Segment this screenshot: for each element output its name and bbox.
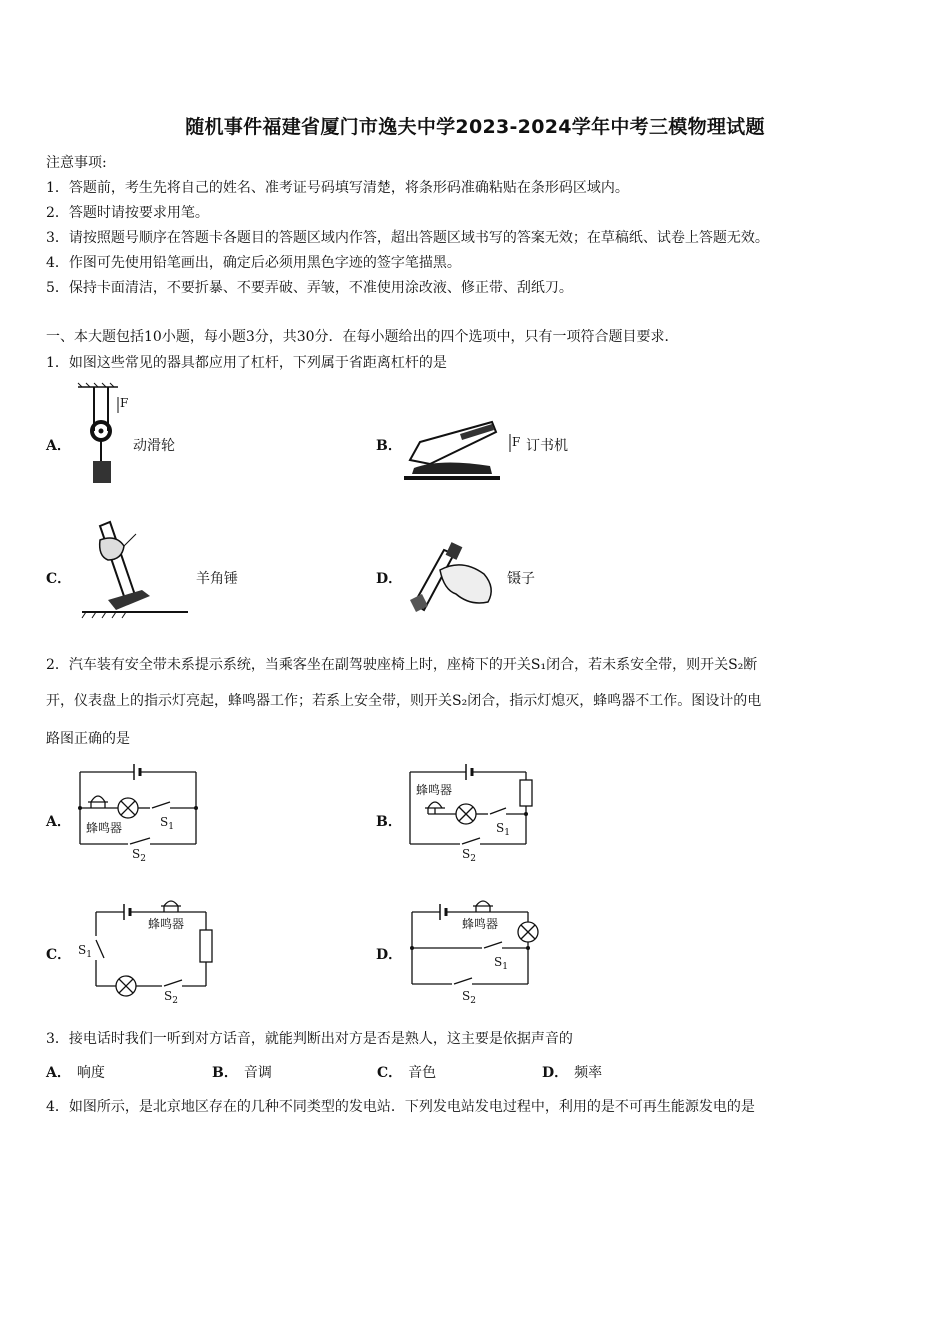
q3-option-a-text: 响度 [76, 1065, 105, 1081]
notice-item: 2．答题时请按要求用笔。 [46, 205, 209, 221]
svg-text:S1 [496, 821, 510, 838]
force-label: F [512, 435, 521, 449]
switch-s2-label: S [462, 989, 471, 1003]
q2-option-c-label: C． [46, 947, 72, 963]
claw-hammer-figure [78, 516, 190, 620]
question-2-stem: 开，仪表盘上的指示灯亮起，蜂鸣器工作；若系上安全带，则开关S₂闭合，指示灯熄灭，蜂鸣器不工作。图设计的电 [46, 693, 762, 709]
buzzer-label: 蜂鸣器 [148, 917, 185, 931]
q2-option-a-label: A． [46, 814, 71, 830]
q1-option-d-label: D． [376, 571, 403, 587]
q2-option-b-label: B． [376, 814, 402, 830]
notice-item: 4．作图可先使用铅笔画出，确定后必须用黑色字迹的签字笔描黑。 [46, 255, 461, 271]
q1-option-a-caption: 动滑轮 [133, 438, 175, 454]
q1-option-c-caption: 羊角锤 [196, 571, 238, 587]
q1-option-d-caption: 镊子 [507, 571, 535, 587]
switch-s2-label: S [132, 847, 141, 861]
q3-option-d-label: D． [542, 1065, 569, 1081]
svg-text:S2 [132, 847, 146, 864]
q3-option-d-text: 频率 [574, 1065, 603, 1081]
q1-option-b-label: B． [376, 438, 402, 454]
switch-s1-subscript: 1 [168, 822, 174, 832]
q1-option-a-label: A． [46, 438, 71, 454]
switch-s2-subscript: 2 [172, 996, 178, 1006]
switch-s2-label: S [164, 989, 173, 1003]
svg-text:S2 [164, 989, 178, 1006]
notice-item: 5．保持卡面清洁，不要折暴、不要弄破、弄皱，不准使用涂改液、修正带、刮纸刀。 [46, 280, 573, 296]
q3-option-b-text: 音调 [243, 1065, 272, 1081]
buzzer-label: 蜂鸣器 [86, 821, 123, 835]
force-label: F [120, 396, 129, 410]
question-2-stem: 路图正确的是 [46, 731, 130, 747]
page-title: 随机事件福建省厦门市逸夫中学2023-2024学年中考三模物理试题 [185, 116, 765, 138]
q3-option-b-label: B． [212, 1065, 238, 1081]
switch-s1-label: S [496, 821, 505, 835]
buzzer-label: 蜂鸣器 [416, 783, 453, 797]
question-3-stem: 3．接电话时我们一听到对方话音，就能判断出对方是否是熟人，这主要是依据声音的 [46, 1031, 573, 1047]
circuit-b-figure [408, 762, 538, 862]
section-heading: 一、本大题包括10小题，每小题3分，共30分．在每小题给出的四个选项中，只有一项符合题目要求． [46, 329, 679, 345]
q2-option-d-label: D． [376, 947, 403, 963]
notice-item: 3．请按照题号顺序在答题卡各题目的答题区域内作答，超出答题区域书写的答案无效；在草稿纸、试卷上答题无效。 [46, 230, 769, 246]
question-1-stem: 1．如图这些常见的器具都应用了杠杆，下列属于省距离杠杆的是 [46, 355, 447, 371]
circuit-c-figure [76, 896, 216, 1006]
switch-s2-subscript: 2 [140, 854, 146, 864]
switch-s1-subscript: 1 [502, 962, 508, 972]
switch-s1-subscript: 1 [86, 950, 92, 960]
svg-text:S2 [462, 847, 476, 864]
svg-text:S1 [78, 943, 92, 960]
buzzer-label: 蜂鸣器 [462, 917, 499, 931]
circuit-d-figure [408, 896, 544, 1006]
switch-s2-subscript: 2 [470, 996, 476, 1006]
svg-text:S1 [160, 815, 174, 832]
q1-option-b-caption: 订书机 [526, 438, 568, 454]
question-4-stem: 4．如图所示，是北京地区存在的几种不同类型的发电站．下列发电站发电过程中，利用的是不可再生能源发电的是 [46, 1099, 755, 1115]
switch-s1-label: S [494, 955, 503, 969]
switch-s1-subscript: 1 [504, 828, 510, 838]
svg-text:S1 [494, 955, 508, 972]
switch-s2-label: S [462, 847, 471, 861]
q1-option-c-label: C． [46, 571, 72, 587]
switch-s1-label: S [160, 815, 169, 829]
q3-option-a-label: A． [46, 1065, 71, 1081]
tweezers-figure [404, 540, 500, 616]
q3-option-c-text: 音色 [408, 1065, 437, 1081]
notice-item: 1．答题前，考生先将自己的姓名、准考证号码填写清楚，将条形码准确粘贴在条形码区域内。 [46, 180, 629, 196]
switch-s2-subscript: 2 [470, 854, 476, 864]
stapler-figure [400, 412, 520, 484]
svg-text:S2 [462, 989, 476, 1006]
notice-heading: 注意事项: [46, 155, 107, 171]
switch-s1-label: S [78, 943, 87, 957]
circuit-a-figure [78, 760, 202, 864]
movable-pulley-figure [76, 383, 136, 488]
q3-option-c-label: C． [377, 1065, 403, 1081]
question-2-stem: 2．汽车装有安全带未系提示系统，当乘客坐在副驾驶座椅上时，座椅下的开关S₁闭合，若未系安全带，则开关S₂断 [46, 657, 758, 673]
